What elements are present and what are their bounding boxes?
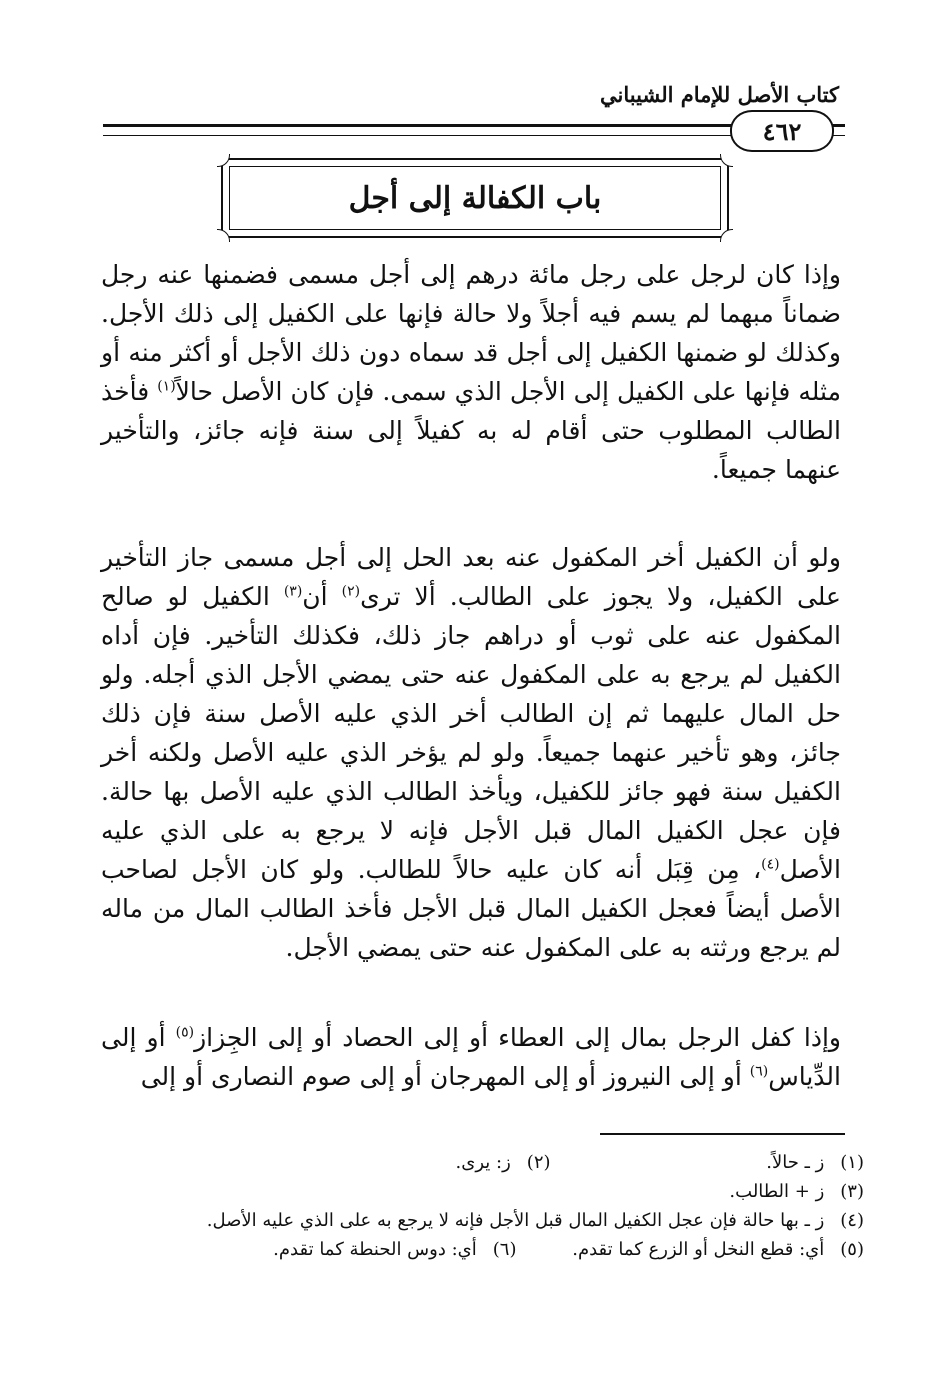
paragraph-text: الكفيل لو صالح المكفول عنه على ثوب أو دراهم جاز ذلك، فكذلك التأخير. فإن أداه الكفيل لم يرجع به على المكفول عنه حتى يمضي الأجل الذي أجله. ولو حل المال عليهما ثم إن الطالب أخر الذي عليه الأصل سنة فإن ذلك جائز، وهو تأخير عنهما جميعاً. ولو لم يؤخر الذي عليه الأصل ولكنه أخر الكفيل سنة فهو جائز للكفيل، ويأخذ الطالب الذي عليه الأصل بها حالة. فإن عجل الكفيل المال قبل الأجل فإنه لا يرجع به على الذي عليه الأصل [101,582,841,884]
paragraph-text: ، مِن قِبَل أنه كان عليه حالاً للطالب. ولو كان الأجل لصاحب الأصل أيضاً فعجل الكفيل المال قبل الأجل فأخذ الطالب المال من ماله لم يرجع ورثته به على المكفول عنه حتى يمضي الأجل. [101,855,841,962]
footnote-text: ز ـ حالاً. [766,1152,825,1173]
footnote-number: (٥) [840,1239,864,1260]
paragraph-text: ولو أن الكفيل أخر المكفول عنه بعد الحل إلى أجل مسمى جاز التأخير على الكفيل، ولا يجوز على الطالب. ألا ترى [101,543,841,611]
paragraph-1 [101,255,841,489]
paragraph-text: أو إلى الدِّياس [101,1023,841,1091]
paragraph-2 [101,538,841,967]
footnote-ref[interactable]: (١) [157,378,176,395]
footnote-line [104,1148,864,1177]
paragraph-text: أن [302,582,342,611]
footnote-text: ز ـ بها حالة فإن عجل الكفيل المال قبل الأجل فإنه لا يرجع به على الذي عليه الأصل. [206,1210,825,1231]
footnote-number: (٢) [526,1152,551,1173]
paragraph-text: وإذا كان لرجل على رجل مائة درهم إلى أجل مسمى فضمنها عنه رجل ضماناً مبهما لم يسم فيه أجلاً ولا حالة فإنها على الكفيل إلى ذلك الأجل. وكذلك لو ضمنها الكفيل إلى أجل قد سماه دون ذلك الأجل أو أكثر منه أو مثله فإنها على الكفيل إلى الأجل الذي سمى. فإن كان الأصل حالاً [101,260,841,406]
footnote-ref[interactable]: (٣) [283,583,303,600]
footnote-number: (١) [840,1152,864,1173]
frame-corner-ornament [720,229,733,242]
footnote-number: (٣) [840,1181,864,1202]
footnote-ref[interactable]: (٥) [175,1024,195,1041]
frame-corner-ornament [217,229,230,242]
paragraph-3 [101,1018,841,1096]
footnote-ref[interactable]: (٢) [341,583,361,600]
page-number: ٤٦٢ [730,110,834,152]
footnote-number: (٤) [840,1210,864,1231]
footnote-text: أي: قطع النخل أو الزرع كما تقدم. [572,1239,825,1260]
footnote-number: (٦) [492,1239,517,1260]
footnote-separator [600,1133,845,1135]
footnote-text: ز + الطالب. [729,1181,825,1202]
paragraph-text: أو إلى النيروز أو إلى المهرجان أو إلى صوم النصارى أو إلى [140,1062,750,1091]
footnote-text: أي: دوس الحنطة كما تقدم. [273,1239,477,1260]
chapter-title-frame [221,158,729,238]
chapter-title: باب الكفالة إلى أجل [229,166,721,230]
paragraph-text: فأخذ الطالب المطلوب حتى أقام له به كفيلاً إلى سنة فإنه جائز، والتأخير عنهما جميعاً. [101,377,841,484]
running-title: كتاب الأصل للإمام الشيباني [600,82,839,107]
paragraph-text: وإذا كفل الرجل بمال إلى العطاء أو إلى الحصاد أو إلى الجِزاز [194,1023,841,1052]
footnote-ref[interactable]: (٤) [761,856,780,873]
footnote-ref[interactable]: (٦) [749,1063,769,1080]
footnote-line [104,1235,864,1264]
footnote-line [104,1206,864,1235]
footnotes [104,1148,864,1264]
footnote-line [104,1177,864,1206]
footnote-text: ز: يرى. [455,1152,511,1173]
frame-corner-ornament [720,154,733,167]
